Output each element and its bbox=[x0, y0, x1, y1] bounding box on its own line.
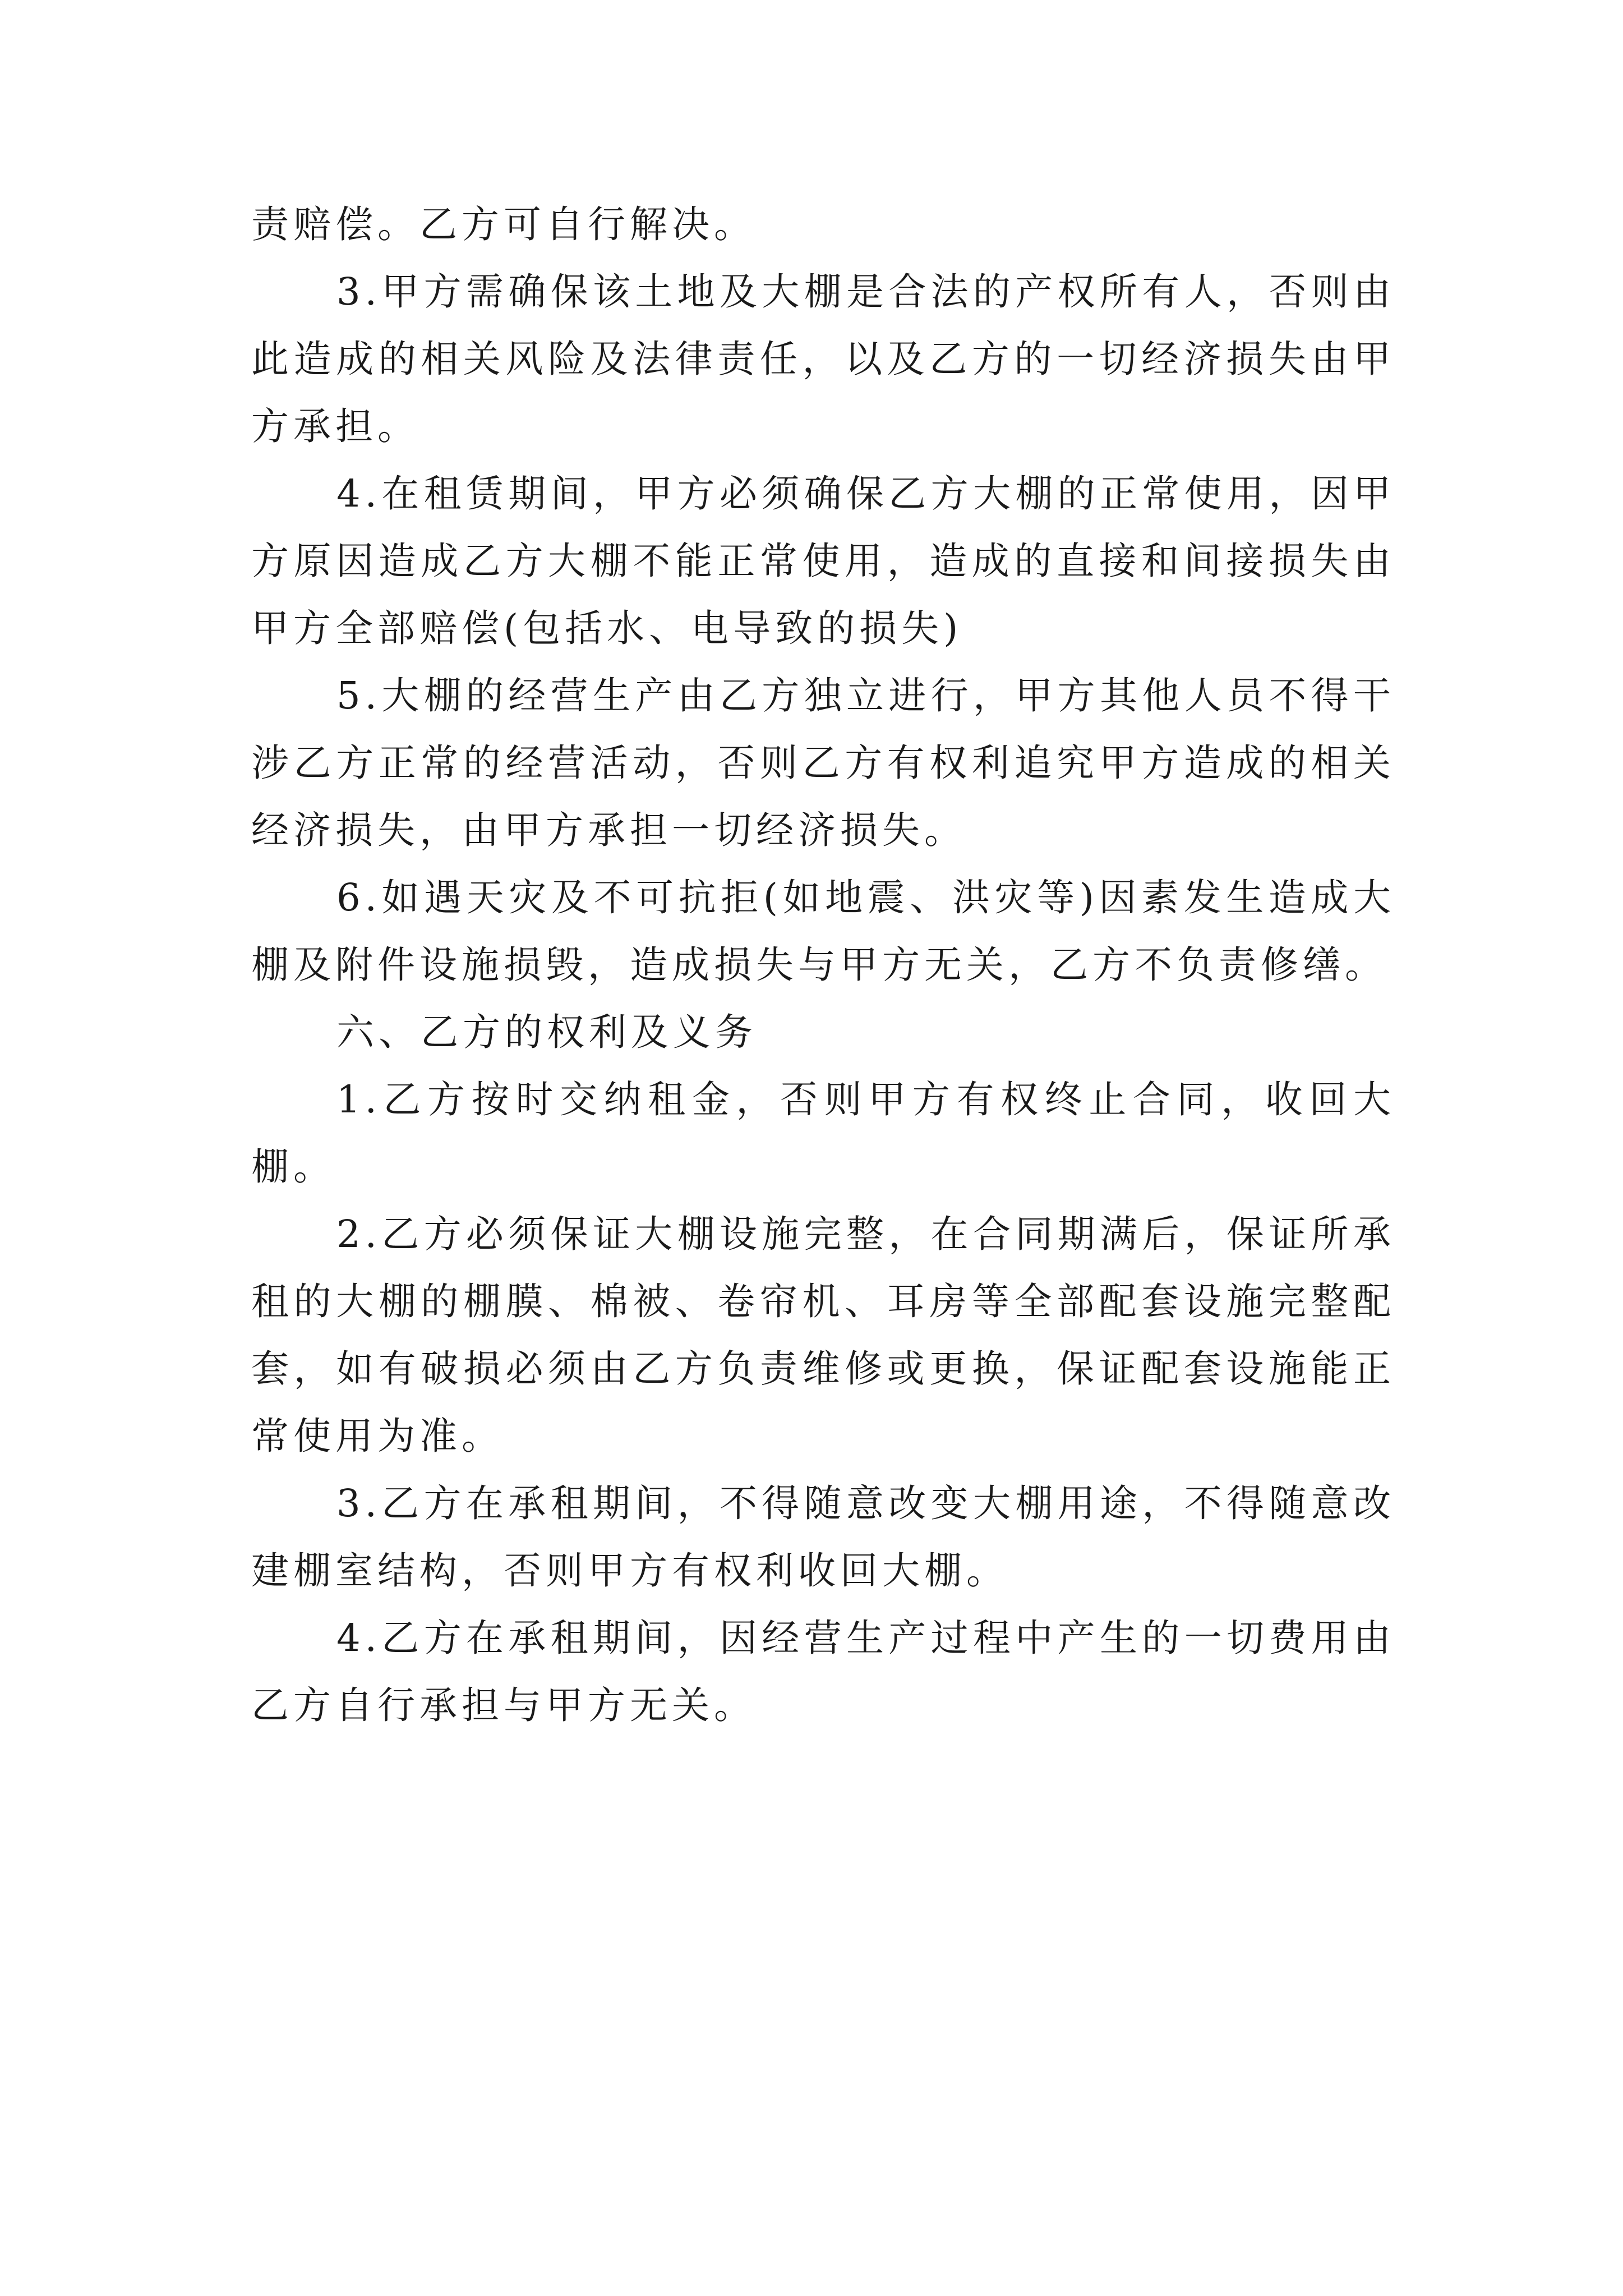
paragraph-clause-3: 3.甲方需确保该土地及大棚是合法的产权所有人，否则由此造成的相关风险及法律责任，以及乙方的一切经济损失由甲方承担。 bbox=[251, 270, 1395, 448]
paragraph-clause-5: 5.大棚的经营生产由乙方独立进行，甲方其他人员不得干涉乙方正常的经营活动，否则乙方有权利追究甲方造成的相关经济损失，由甲方承担一切经济损失。 bbox=[251, 674, 1395, 852]
section-heading: 六、乙方的权利及义务 bbox=[336, 1010, 757, 1054]
paragraph-party-b-2: 2.乙方必须保证大棚设施完整，在合同期满后，保证所承租的大棚的棚膜、棉被、卷帘机、耳房等全部配套设施完整配套，如有破损必须由乙方负责维修或更换，保证配套设施能正常使用为准。 bbox=[251, 1212, 1395, 1458]
paragraph-continuation: 责赔偿。乙方可自行解决。 bbox=[251, 203, 756, 246]
document-body bbox=[251, 191, 1395, 1739]
paragraph-clause-6: 6.如遇天灾及不可抗拒(如地震、洪灾等)因素发生造成大棚及附件设施损毁，造成损失与甲方无关，乙方不负责修缮。 bbox=[251, 876, 1395, 987]
paragraph-party-b-3: 3.乙方在承租期间，不得随意改变大棚用途，不得随意改建棚室结构，否则甲方有权利收回大棚。 bbox=[251, 1481, 1395, 1593]
paragraph-clause-4: 4.在租赁期间，甲方必须确保乙方大棚的正常使用，因甲方原因造成乙方大棚不能正常使用，造成的直接和间接损失由甲方全部赔偿(包括水、电导致的损失) bbox=[251, 472, 1395, 650]
paragraph-party-b-1: 1.乙方按时交纳租金，否则甲方有权终止合同，收回大棚。 bbox=[251, 1078, 1395, 1189]
paragraph-party-b-4: 4.乙方在承租期间，因经营生产过程中产生的一切费用由乙方自行承担与甲方无关。 bbox=[251, 1616, 1395, 1727]
